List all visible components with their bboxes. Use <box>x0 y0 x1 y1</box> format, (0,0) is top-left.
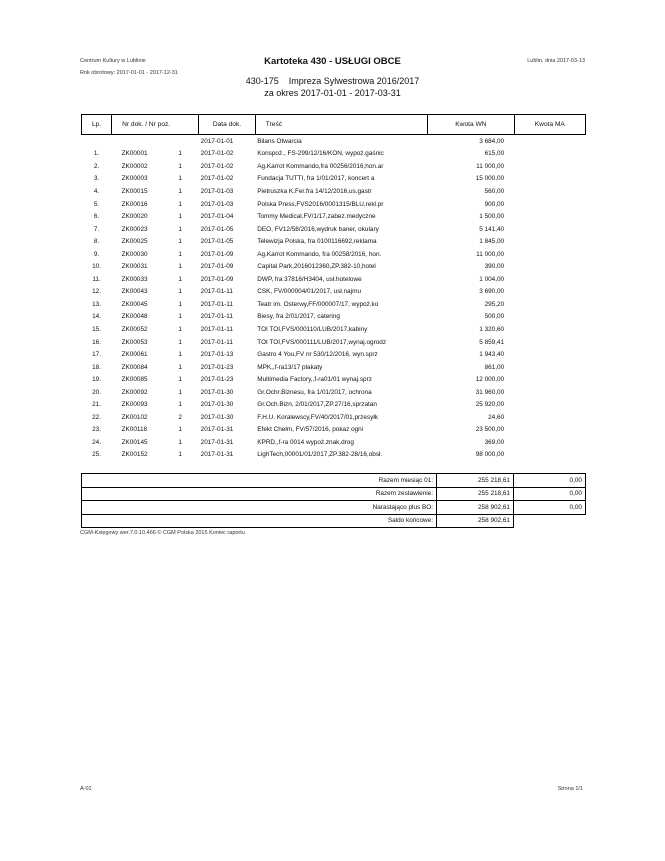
row-amount-wn: 11 000,00 <box>476 250 505 258</box>
row-amount-ma <box>514 223 585 236</box>
row-description: Teatr im. Osterwy,FF/000007/17, wypoż.ko <box>257 300 379 308</box>
row-doc-number: ZK00048 <box>121 313 148 321</box>
row-description: Ag.Karrot Kommando, fra 00258/2016, hon. <box>257 250 382 258</box>
row-amount-wn: 31 960,00 <box>475 388 505 396</box>
row-position: 1 <box>178 401 182 409</box>
row-position: 1 <box>178 187 182 195</box>
row-amount-wn: 98 000,00 <box>475 451 505 459</box>
row-doc-number: ZK00025 <box>121 238 148 246</box>
row-doc-number: ZK00118 <box>121 426 148 434</box>
table-row <box>82 135 586 148</box>
place-date: Lublin, dnia 2017-03-13 <box>527 58 585 64</box>
row-lp: 8. <box>93 238 100 246</box>
row-position: 1 <box>178 275 182 283</box>
row-description: TOI TOI,FVS/000110/LUB/2017,kabiny <box>257 325 368 333</box>
row-position: 1 <box>178 288 182 296</box>
row-doc-number: ZK00084 <box>121 363 148 371</box>
row-doc-number: ZK00003 <box>121 175 148 183</box>
row-lp: 5. <box>93 200 100 208</box>
row-amount-ma <box>514 235 585 248</box>
row-doc-number: ZK00102 <box>121 413 148 421</box>
row-amount-ma <box>514 323 585 336</box>
table-row <box>82 386 586 399</box>
row-amount-wn: 500,00 <box>484 313 505 321</box>
row-amount-ma <box>514 185 585 198</box>
row-position: 1 <box>178 150 182 158</box>
summary-ma: 0,00 <box>514 474 586 488</box>
row-description: Biesy, fra 2/01/2017, catering <box>257 313 340 321</box>
row-amount-wn: 615,00 <box>484 150 505 158</box>
row-doc-number: ZK00023 <box>121 225 148 233</box>
row-lp: 6. <box>93 213 100 221</box>
row-amount-ma <box>514 336 585 349</box>
row-date: 2017-01-30 <box>200 388 234 396</box>
row-amount-wn: 1 500,00 <box>479 213 505 221</box>
row-amount-ma <box>514 248 585 261</box>
row-lp: 1. <box>93 150 100 158</box>
row-position: 1 <box>178 238 182 246</box>
summary-label: Razem zestawienie: <box>82 487 437 501</box>
row-doc-number <box>112 135 177 148</box>
row-description: KPRD,,f-ra 0014 wypoż.znak.drog <box>257 438 354 446</box>
row-amount-wn: 295,20 <box>484 300 505 308</box>
row-lp: 3. <box>93 175 100 183</box>
row-position: 1 <box>178 338 182 346</box>
row-amount-ma <box>514 198 585 211</box>
row-position: 2 <box>178 413 182 421</box>
summary-row <box>82 501 586 515</box>
row-position: 1 <box>178 451 182 459</box>
row-position: 1 <box>178 351 182 359</box>
summary-wn: 255 218,61 <box>437 487 514 501</box>
row-amount-ma <box>514 286 585 299</box>
row-description: Gr.Och.Bizn, 2/01/2017,ZP.27/16,sprzatan <box>257 401 377 409</box>
row-amount-ma <box>514 160 585 173</box>
row-amount-ma <box>514 210 585 223</box>
row-position: 1 <box>178 438 182 446</box>
row-description: Fundacja TUTTI, fra 1/01/2017, koncert a <box>257 175 375 183</box>
col-lp: Lp. <box>82 115 112 135</box>
table-row <box>82 223 586 236</box>
table-row <box>82 436 586 449</box>
row-doc-number: ZK00043 <box>121 288 148 296</box>
row-amount-wn: 25 920,00 <box>475 401 505 409</box>
row-description: Multimedia Factory,,f-ra01/01 wynaj.sprz <box>257 376 372 384</box>
row-date: 2017-01-30 <box>200 401 234 409</box>
fiscal-year: Rok obrotowy: 2017-01-01 - 2017-12-31 <box>80 70 178 76</box>
table-row <box>82 198 586 211</box>
summary-row <box>82 474 586 488</box>
row-lp: 18. <box>92 363 101 371</box>
table-row <box>82 260 586 273</box>
row-amount-ma <box>514 373 585 386</box>
row-lp: 15. <box>92 325 101 333</box>
row-date: 2017-01-23 <box>200 376 234 384</box>
row-amount-wn: 23 500,00 <box>475 426 505 434</box>
col-date: Data dok. <box>199 115 256 135</box>
row-amount-wn: 560,00 <box>484 187 505 195</box>
row-description: Ag.Karrot Kommando,fra 00256/2016,hon.ar <box>257 162 384 170</box>
row-lp: 21. <box>92 401 101 409</box>
col-nr: Nr dok. / Nr poz. <box>112 115 199 135</box>
row-position: 1 <box>178 162 182 170</box>
table-row <box>82 210 586 223</box>
row-lp: 7. <box>93 225 100 233</box>
row-description: DEO, FV12/58/2016,wydruk baner, okulary <box>257 225 379 233</box>
row-date: 2017-01-23 <box>200 363 234 371</box>
row-amount-ma <box>514 386 585 399</box>
row-lp: 25. <box>92 451 101 459</box>
row-description: Konspoż., FS-299/12/16/KON, wypoż.gaśnic <box>257 150 384 158</box>
row-amount-ma <box>514 311 585 324</box>
row-date: 2017-01-02 <box>200 150 234 158</box>
row-amount-wn: 369,00 <box>484 438 505 446</box>
row-amount-wn: 390,00 <box>484 263 505 271</box>
row-position: 1 <box>178 388 182 396</box>
row-date: 2017-01-02 <box>200 162 234 170</box>
row-amount-wn: 11 000,00 <box>476 162 505 170</box>
table-row <box>82 235 586 248</box>
summary-row <box>82 487 586 501</box>
table-row <box>82 449 586 462</box>
row-description: TOI TOI,FVS/000111/LUB/2017,wynaj.ogrodz <box>257 338 387 346</box>
row-doc-number: ZK00061 <box>121 351 148 359</box>
footer-left: A-01 <box>80 786 92 792</box>
row-amount-wn: 1 004,00 <box>479 275 505 283</box>
row-lp: 10. <box>92 263 101 271</box>
row-lp: 16. <box>92 338 101 346</box>
row-amount-ma <box>514 424 585 437</box>
row-description: Pietruszka K.Fer.fra 14/12/2016,us.gastr <box>257 187 372 195</box>
col-desc: Treść <box>255 115 427 135</box>
row-date: 2017-01-01 <box>200 137 234 145</box>
row-amount-wn: 900,00 <box>484 200 505 208</box>
row-position: 1 <box>178 313 182 321</box>
row-date: 2017-01-04 <box>200 213 234 221</box>
table-row <box>82 248 586 261</box>
table-row <box>82 348 586 361</box>
row-doc-number: ZK00020 <box>121 213 148 221</box>
row-position: 1 <box>178 426 182 434</box>
row-description: Tommy Medical,FV/1/17,zabez.medyczne <box>257 213 376 221</box>
row-doc-number: ZK00085 <box>121 376 148 384</box>
row-position <box>176 135 198 148</box>
row-position: 1 <box>178 200 182 208</box>
row-date: 2017-01-11 <box>200 288 233 296</box>
row-lp: 4. <box>93 187 100 195</box>
page-number: Strona 1/1 <box>557 786 583 792</box>
row-lp <box>82 135 112 148</box>
row-doc-number: ZK00045 <box>121 300 148 308</box>
table-header-row <box>82 115 586 135</box>
row-doc-number: ZK00002 <box>121 162 148 170</box>
table-row <box>82 160 586 173</box>
row-date: 2017-01-02 <box>200 175 234 183</box>
row-amount-ma <box>514 449 585 462</box>
report-title: Kartoteka 430 - USŁUGI OBCE <box>264 56 401 67</box>
row-date: 2017-01-05 <box>200 238 234 246</box>
col-ma: Kwota MA <box>514 115 585 135</box>
row-amount-wn: 5 859,41 <box>479 338 505 346</box>
row-lp: 19. <box>92 376 101 384</box>
row-lp: 17. <box>92 351 101 359</box>
row-amount-wn: 1 845,00 <box>479 238 505 246</box>
row-description: F.H.U. Koralewscy,FV/40/2017/01,przesyłk <box>257 413 378 421</box>
table-row <box>82 336 586 349</box>
row-amount-wn: 1 320,60 <box>479 325 505 333</box>
row-date: 2017-01-09 <box>200 275 234 283</box>
row-amount-ma <box>514 260 585 273</box>
row-date: 2017-01-03 <box>200 187 234 195</box>
row-date: 2017-01-03 <box>200 200 234 208</box>
row-position: 1 <box>178 225 182 233</box>
row-amount-ma <box>514 436 585 449</box>
row-lp: 9. <box>93 250 100 258</box>
row-doc-number: ZK00016 <box>121 200 148 208</box>
row-description: Efekt Chełm, FV/57/2016, pokaz ogni <box>257 426 364 434</box>
summary-ma: 0,00 <box>514 487 586 501</box>
col-wn: Kwota WN <box>428 115 515 135</box>
row-date: 2017-01-09 <box>200 250 234 258</box>
date-range: za okres 2017-01-01 - 2017-03-31 <box>264 88 401 98</box>
row-doc-number: ZK00033 <box>121 275 148 283</box>
table-row <box>82 273 586 286</box>
row-description: Bilans Otwarcia <box>257 137 302 145</box>
row-amount-wn: 1 943,40 <box>479 351 505 359</box>
row-lp: 2. <box>93 162 100 170</box>
row-description: Gastro 4 You,FV nr 530/12/2016, wyn.sprz <box>257 351 378 359</box>
summary-wn: 258 902,61 <box>437 501 514 515</box>
summary-table <box>81 473 586 528</box>
row-doc-number: ZK00030 <box>121 250 148 258</box>
row-doc-number: ZK00093 <box>121 401 148 409</box>
table-row <box>82 398 586 411</box>
table-row <box>82 286 586 299</box>
row-amount-wn: 15 000,00 <box>475 175 505 183</box>
row-date: 2017-01-30 <box>200 413 234 421</box>
row-description: Polska Press,FVS2016/0001315/BLU,rekl.pr <box>257 200 384 208</box>
row-amount-ma <box>514 361 585 374</box>
row-doc-number: ZK00053 <box>121 338 148 346</box>
summary-ma: 0,00 <box>514 501 586 515</box>
account-subtitle: 430-175 Impreza Sylwestrowa 2016/2017 <box>245 76 420 86</box>
row-doc-number: ZK00145 <box>121 438 148 446</box>
row-position: 1 <box>178 376 182 384</box>
row-position: 1 <box>178 250 182 258</box>
row-description: DWP, fra 37816/H3404, usł.hotelowe <box>257 275 362 283</box>
table-row <box>82 298 586 311</box>
row-amount-wn: 3 684,00 <box>479 137 505 145</box>
row-amount-wn: 12 000,00 <box>475 376 505 384</box>
row-position: 1 <box>178 213 182 221</box>
row-lp: 13. <box>92 300 101 308</box>
row-amount-ma <box>514 135 585 148</box>
table-row <box>82 361 586 374</box>
row-amount-wn: 861,00 <box>484 363 505 371</box>
row-date: 2017-01-11 <box>200 313 233 321</box>
row-description: MPK,,f-ra13/17 plakaty <box>257 363 323 371</box>
row-lp: 20. <box>92 388 101 396</box>
row-lp: 24. <box>92 438 101 446</box>
row-lp: 12. <box>92 288 101 296</box>
row-date: 2017-01-31 <box>200 438 234 446</box>
row-date: 2017-01-13 <box>200 351 234 359</box>
table-row <box>82 323 586 336</box>
row-description: Gr.Ochr.Biznesu, fra 1/01/2017, ochrona <box>257 388 372 396</box>
row-description: LighTech,00001/01/2017,ZP.382-28/16,obsł. <box>257 451 383 459</box>
table-row <box>82 185 586 198</box>
table-row <box>82 424 586 437</box>
row-date: 2017-01-31 <box>200 426 234 434</box>
ledger-table <box>81 114 586 461</box>
summary-wn: 258 902,61 <box>437 514 514 528</box>
row-amount-ma <box>514 148 585 161</box>
row-position: 1 <box>178 300 182 308</box>
row-amount-wn: 3 690,00 <box>479 288 505 296</box>
org-name: Centrum Kultury w Lublinie <box>80 58 146 64</box>
row-lp: 22. <box>92 413 101 421</box>
row-description: Capital Park,2016012360,ZP.382-10,hotel <box>257 263 376 271</box>
row-amount-ma <box>514 273 585 286</box>
row-amount-ma <box>514 173 585 186</box>
row-amount-wn: 24,60 <box>488 413 505 421</box>
software-note: CGM-Księgowy wer.7.0.10.466 © CGM Polska 2015 Koniec raportu <box>80 530 245 536</box>
row-doc-number: ZK00152 <box>121 451 148 459</box>
row-amount-ma <box>514 298 585 311</box>
table-row <box>82 173 586 186</box>
row-position: 1 <box>178 325 182 333</box>
row-amount-ma <box>514 411 585 424</box>
row-doc-number: ZK00031 <box>121 263 148 271</box>
row-amount-wn: 5 141,40 <box>479 225 505 233</box>
row-lp: 23. <box>92 426 101 434</box>
row-doc-number: ZK00092 <box>121 388 148 396</box>
summary-label: Razem miesiąc 01: <box>82 474 437 488</box>
row-position: 1 <box>178 175 182 183</box>
row-date: 2017-01-11 <box>200 325 233 333</box>
row-description: Telewizja Polska, fra 0100116692,reklama <box>257 238 377 246</box>
summary-label: Narastająco plus BO: <box>82 501 437 515</box>
row-date: 2017-01-09 <box>200 263 234 271</box>
row-doc-number: ZK00015 <box>121 187 148 195</box>
row-position: 1 <box>178 263 182 271</box>
table-row <box>82 311 586 324</box>
summary-row <box>82 514 586 528</box>
row-doc-number: ZK00001 <box>121 150 148 158</box>
row-date: 2017-01-05 <box>200 225 234 233</box>
row-lp: 14. <box>92 313 101 321</box>
table-row <box>82 373 586 386</box>
row-amount-ma <box>514 348 585 361</box>
row-date: 2017-01-31 <box>200 451 234 459</box>
summary-ma <box>514 514 586 528</box>
table-row <box>82 148 586 161</box>
summary-wn: 255 218,61 <box>437 474 514 488</box>
row-date: 2017-01-11 <box>200 338 233 346</box>
summary-label: Saldo końcowe: <box>82 514 437 528</box>
row-date: 2017-01-11 <box>200 300 233 308</box>
row-amount-ma <box>514 398 585 411</box>
row-doc-number: ZK00052 <box>121 325 148 333</box>
row-description: CSK, FV/000004/01/2017, usł.najmu <box>257 288 362 296</box>
row-position: 1 <box>178 363 182 371</box>
table-row <box>82 411 586 424</box>
row-lp: 11. <box>92 275 101 283</box>
